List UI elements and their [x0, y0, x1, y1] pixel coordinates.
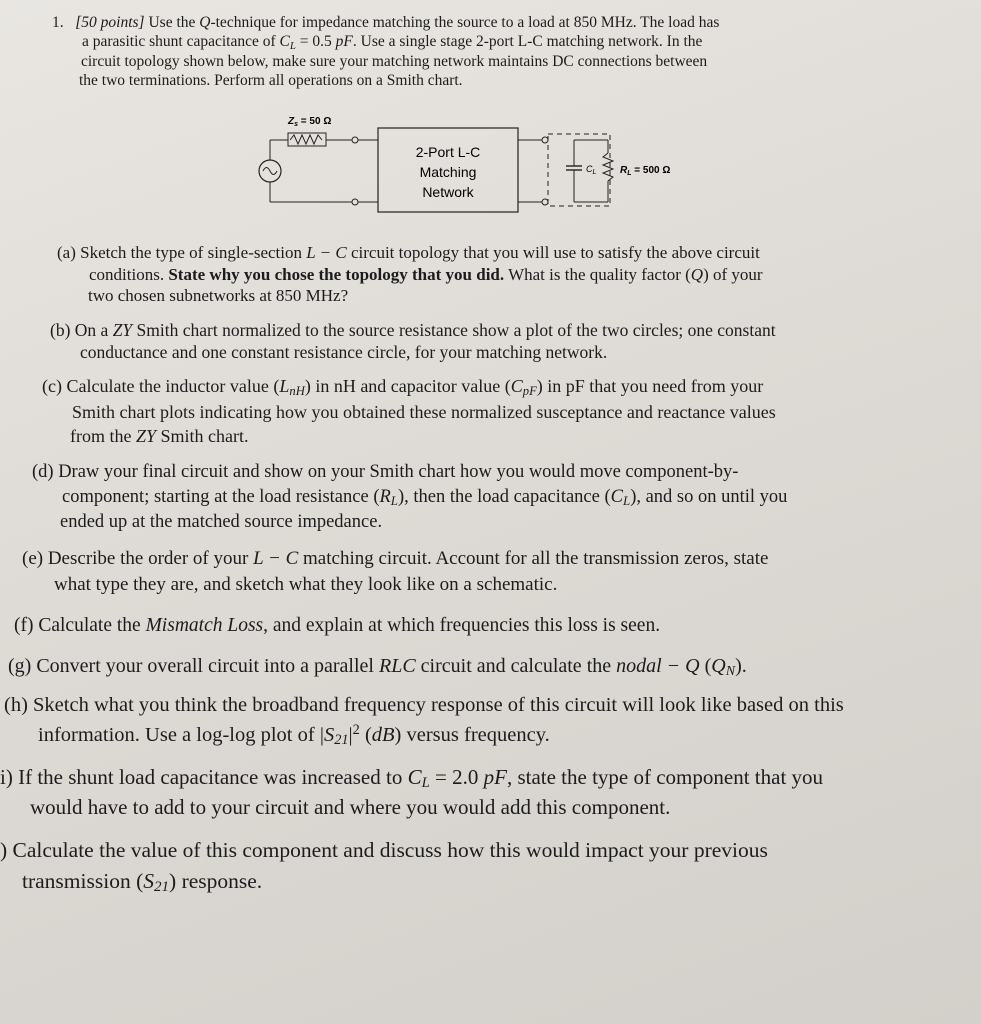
sine-wave-icon — [263, 168, 277, 175]
intro-line-1: 1. [50 points] Use the Q-technique for impedance matching the source to a load at 850 MHz. The load has — [52, 14, 720, 31]
circuit-diagram — [248, 108, 748, 218]
question-b-line-1: (b) On a ZY Smith chart normalized to the source resistance show a plot of the two circles; one constant — [50, 320, 776, 340]
intro-line-2: a parasitic shunt capacitance of $C_L = 0.5$ pF. Use a single stage 2-port L-C matching network. In the — [82, 33, 703, 52]
question-d-line-1: (d) Draw your final circuit and show on your Smith chart how you would move component-by- — [32, 462, 739, 482]
question-i-line-2: would have to add to your circuit and where you would add this component. — [30, 795, 671, 819]
question-h-line-1: (h) Sketch what you think the broadband frequency response of this circuit will look like based on this — [4, 694, 844, 716]
question-e-line-2: what type they are, and sketch what they look like on a schematic. — [54, 574, 558, 595]
question-j-line-1: ) Calculate the value of this component and discuss how this would impact your previous — [0, 838, 768, 862]
question-c-line-2: Smith chart plots indicating how you obtained these normalized susceptance and reactance values — [72, 402, 776, 422]
intro-line-3: circuit topology shown below, make sure your matching network maintains DC connections between — [81, 53, 708, 70]
question-a-line-1: (a) Sketch the type of single-section L − C circuit topology that you will use to satisfy the above circuit — [57, 243, 760, 262]
question-d-line-3: ended up at the matched source impedance. — [60, 512, 383, 532]
cl-label: $C_L$ — [586, 164, 597, 176]
source-impedance-label: $Z_s = 50$ Ω — [288, 116, 332, 128]
intro-line-4: the two terminations. Perform all operations on a Smith chart. — [79, 72, 463, 89]
port1-top-terminal — [352, 137, 358, 143]
question-j-line-2: transmission $(S_{21})$ response. — [22, 869, 263, 895]
question-c-line-3: from the ZY Smith chart. — [70, 426, 249, 446]
question-a-line-2: conditions. State why you chose the topology that you did. What is the quality factor (Q) of your — [89, 265, 763, 284]
load-resistance-label: $R_L = 500$ Ω — [620, 165, 671, 177]
question-c-line-1: (c) Calculate the inductor value $(L_{nH})$ in nH and capacitor value $(C_{pF})$ in pF that you need from your — [42, 376, 764, 398]
question-f-line-1: (f) Calculate the Mismatch Loss, and explain at which frequencies this loss is seen. — [14, 615, 661, 636]
source-resistor-icon — [290, 135, 322, 144]
load-resistor-icon — [603, 153, 613, 181]
question-d-line-2: component; starting at the load resistance $(R_L)$, then the load capacitance $(C_L)$, and so on until you — [62, 487, 788, 508]
port1-bottom-terminal — [352, 199, 358, 205]
question-a-line-3: two chosen subnetworks at 850 MHz? — [88, 286, 349, 305]
box-label-line-2: Matching — [419, 164, 477, 180]
question-b-line-2: conductance and one constant resistance circle, for your matching network. — [80, 342, 608, 362]
question-e-line-1: (e) Describe the order of your L − C matching circuit. Account for all the transmission zeros, state — [22, 548, 769, 569]
question-h-line-2: information. Use a log-log plot of $|S_{21}|^2$ (dB) versus frequency. — [38, 722, 550, 748]
question-i-line-1: i) If the shunt load capacitance was increased to $C_L = 2.0$ pF, state the type of component that you — [0, 765, 824, 791]
question-g-line-1: (g) Convert your overall circuit into a parallel RLC circuit and calculate the nodal − Q $(Q_N)$. — [8, 655, 747, 679]
port2-bottom-terminal — [542, 199, 548, 205]
box-label-line-1: 2-Port L-C — [415, 144, 481, 160]
box-label-line-3: Network — [422, 184, 474, 200]
port2-top-terminal — [542, 137, 548, 143]
